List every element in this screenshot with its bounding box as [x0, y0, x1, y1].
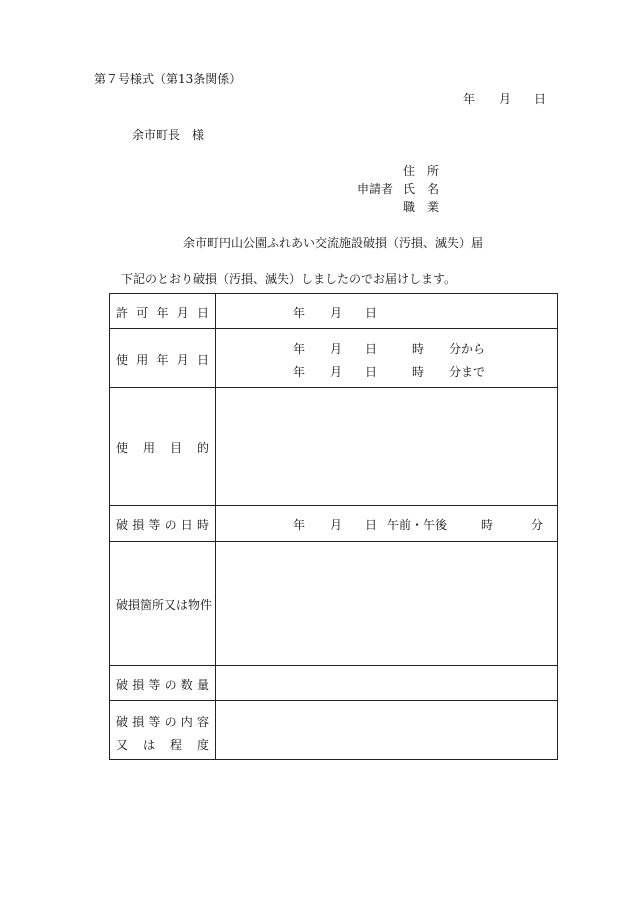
label-char: 的 — [196, 441, 209, 455]
label-char: 日 — [196, 353, 209, 367]
usage-to-hour: 時 — [412, 365, 425, 379]
permit-year-unit: 年 — [293, 306, 306, 320]
label-char: 損 — [132, 518, 145, 532]
damage-year: 年 — [293, 518, 306, 532]
label-char: 破 — [116, 715, 129, 729]
usage-to-minute: 分まで — [449, 365, 486, 379]
label-char: 内 — [180, 715, 193, 729]
usage-to-month: 月 — [330, 365, 343, 379]
label-char: 破 — [116, 518, 129, 532]
label-char: 使 — [116, 441, 129, 455]
row-purpose — [110, 388, 558, 506]
label-char: の — [164, 715, 177, 729]
row-damage-quantity — [110, 666, 558, 701]
label-char: 可 — [136, 306, 149, 320]
label-char: 又 — [116, 738, 129, 752]
row-damage-datetime — [110, 506, 558, 542]
usage-from-year: 年 — [293, 342, 306, 356]
label-char: 時 — [196, 518, 209, 532]
label-damage-datetime — [110, 506, 216, 542]
label-char: 度 — [196, 738, 209, 752]
label-char: の — [164, 518, 177, 532]
label-char: 使 — [116, 353, 129, 367]
value-purpose[interactable] — [216, 388, 558, 506]
usage-to-day: 日 — [365, 365, 378, 379]
label-damage-content — [110, 701, 216, 760]
label-usage-date — [110, 329, 216, 388]
permit-month-unit: 月 — [330, 306, 343, 320]
applicant-name: 氏 名 — [403, 182, 440, 196]
form-number: 第７号様式（第13条関係） — [94, 72, 242, 86]
usage-from-month: 月 — [330, 342, 343, 356]
label-char: 程 — [169, 738, 182, 752]
label-char: 用 — [142, 441, 155, 455]
applicant-prefix: 申請者 — [357, 182, 394, 196]
row-damage-location — [110, 542, 558, 666]
row-permit-date — [110, 294, 558, 329]
value-damage-quantity[interactable] — [216, 666, 558, 701]
label-char: 等 — [148, 518, 161, 532]
label-char: 損 — [132, 678, 145, 692]
usage-to-year: 年 — [293, 365, 306, 379]
label-char: 日 — [180, 518, 193, 532]
damage-ampm: 午前・午後 — [387, 518, 448, 532]
permit-day-unit: 日 — [365, 306, 378, 320]
label-char: 損 — [132, 715, 145, 729]
label-char: 量 — [196, 678, 209, 692]
value-damage-content[interactable] — [216, 701, 558, 760]
label-char: の — [164, 678, 177, 692]
date-line — [463, 90, 545, 106]
usage-from-minute: 分から — [449, 342, 486, 356]
value-damage-datetime[interactable] — [216, 506, 558, 542]
date-month: 月 — [499, 92, 512, 106]
intro-text: 下記のとおり破損（汚損、滅失）しましたのでお届けします。 — [121, 272, 457, 286]
damage-minute: 分 — [531, 518, 544, 532]
label-char: 等 — [148, 678, 161, 692]
label-char: は — [142, 738, 155, 752]
label-char: 破 — [116, 678, 129, 692]
label-damage-location — [110, 542, 216, 666]
damage-day: 日 — [365, 518, 378, 532]
label-damage-location-text: 破損箇所又は物件 — [116, 598, 213, 612]
label-purpose — [110, 388, 216, 506]
applicant-address: 住 所 — [403, 164, 440, 178]
label-char: 目 — [169, 441, 182, 455]
applicant-occupation: 職 業 — [403, 200, 440, 214]
label-char: 数 — [180, 678, 193, 692]
value-usage-date[interactable] — [216, 329, 558, 388]
document-title: 余市町円山公園ふれあい交流施設破損（汚損、滅失）届 — [183, 236, 484, 250]
label-char: 許 — [116, 306, 129, 320]
label-char: 等 — [148, 715, 161, 729]
label-char: 日 — [196, 306, 209, 320]
usage-from-hour: 時 — [412, 342, 425, 356]
label-char: 年 — [156, 306, 169, 320]
row-damage-content — [110, 701, 558, 760]
damage-month: 月 — [330, 518, 343, 532]
date-day: 日 — [534, 92, 547, 106]
value-damage-location[interactable] — [216, 542, 558, 666]
usage-from-day: 日 — [365, 342, 378, 356]
label-char: 年 — [156, 353, 169, 367]
damage-report-table — [109, 293, 558, 760]
label-char: 月 — [176, 306, 189, 320]
label-char: 用 — [136, 353, 149, 367]
label-char: 月 — [176, 353, 189, 367]
value-permit-date[interactable] — [216, 294, 558, 329]
label-char: 容 — [196, 715, 209, 729]
date-year: 年 — [463, 92, 476, 106]
row-usage-date — [110, 329, 558, 388]
addressee: 余市町長 様 — [132, 128, 205, 142]
label-permit-date — [110, 294, 216, 329]
label-damage-quantity — [110, 666, 216, 701]
damage-hour: 時 — [481, 518, 494, 532]
